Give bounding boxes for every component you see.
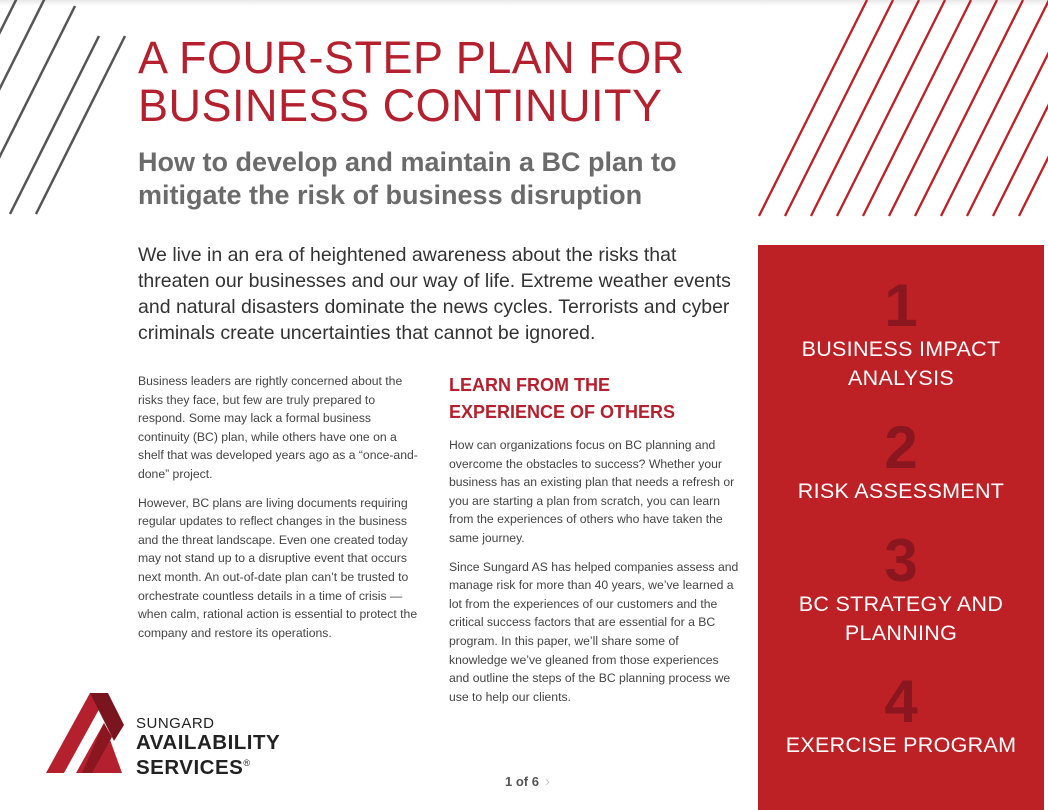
col2-paragraph-1: How can organizations focus on BC planning and overcome the obstacles to success? Whether your business has an existing plan that needs a refresh or you are starting a plan from scratch, you can learn from the experiences of others who have taken the same journey. — [449, 438, 735, 545]
decorative-stripes-right — [755, 0, 1048, 220]
brand-wordmark — [136, 716, 280, 778]
sungard-logo-icon — [46, 693, 126, 775]
step-number: 3 — [884, 527, 918, 594]
col2-paragraph-2: Since Sungard AS has helped companies assess and manage risk for more than 40 years, we’ve learned a lot from the experiences of our customers and the critical success factors that are essential for a BC program. In this paper, we’ll share some of knowledge we’ve gleaned from those experiences and outline the steps of the BC planning process we use to help our clients. — [449, 559, 739, 704]
step-number: 4 — [884, 668, 918, 735]
step-label: RISK ASSESSMENT — [797, 479, 1005, 503]
step-4 — [758, 668, 1044, 760]
step-label: BC STRATEGY AND — [798, 592, 1004, 616]
next-page-icon[interactable]: › — [544, 773, 550, 790]
right-column — [449, 372, 739, 716]
step-3 — [758, 527, 1044, 648]
title-line-1: A FOUR-STEP PLAN FOR — [138, 32, 685, 83]
decorative-stripes-left — [0, 0, 135, 220]
section-heading-line-2: EXPERIENCE OF OTHERS — [449, 402, 676, 422]
subtitle-line-1: How to develop and maintain a BC plan to — [138, 147, 677, 177]
section-heading-line-1: LEARN FROM THE — [449, 375, 610, 395]
page-indicator — [505, 773, 550, 790]
steps-panel — [758, 245, 1044, 810]
step-number: 2 — [884, 414, 918, 481]
page-subtitle — [138, 146, 758, 212]
brand-line-1: SUNGARD — [136, 715, 215, 732]
page-count: 1 of 6 — [505, 774, 539, 789]
subtitle-line-2: mitigate the risk of business disruption — [138, 180, 643, 210]
step-label: EXERCISE PROGRAM — [785, 733, 1017, 757]
page-title — [138, 34, 685, 130]
col1-paragraph-2: However, BC plans are living documents requiring regular updates to reflect changes in the business and the threat landscape. Even one created today may not stand up to a disruptive event that occurs next month. An out-of-date plan can’t be trusted to orchestrate countless details in a time of crisis — when calm, rational action is essential to protect the company and restore its operations. — [138, 495, 418, 640]
step-label: BUSINESS IMPACT — [801, 337, 1001, 361]
brand-line-3: SERVICES® — [136, 755, 251, 779]
brand-line-2: AVAILABILITY — [136, 731, 281, 754]
step-number: 1 — [884, 272, 918, 339]
title-line-2: BUSINESS CONTINUITY — [138, 80, 663, 131]
registered-mark: ® — [243, 758, 251, 768]
step-label: PLANNING — [844, 621, 958, 645]
step-label: ANALYSIS — [848, 366, 954, 390]
col1-paragraph-1: Business leaders are rightly concerned about the risks they face, but few are truly prepared to respond. Some may lack a formal business continuity (BC) plan, while others have one on a shelf that was developed years ago as a “once-and-done” project. — [138, 374, 418, 481]
step-1 — [758, 272, 1044, 393]
step-2 — [758, 414, 1044, 506]
section-heading — [449, 372, 739, 426]
left-column — [138, 372, 418, 652]
intro-paragraph: We live in an era of heightened awareness about the risks that threaten our businesses and our way of life. Extreme weather events and natural disasters dominate the news cycles. Terrorists and cyber criminals create uncertainties that cannot be ignored. — [138, 244, 731, 344]
